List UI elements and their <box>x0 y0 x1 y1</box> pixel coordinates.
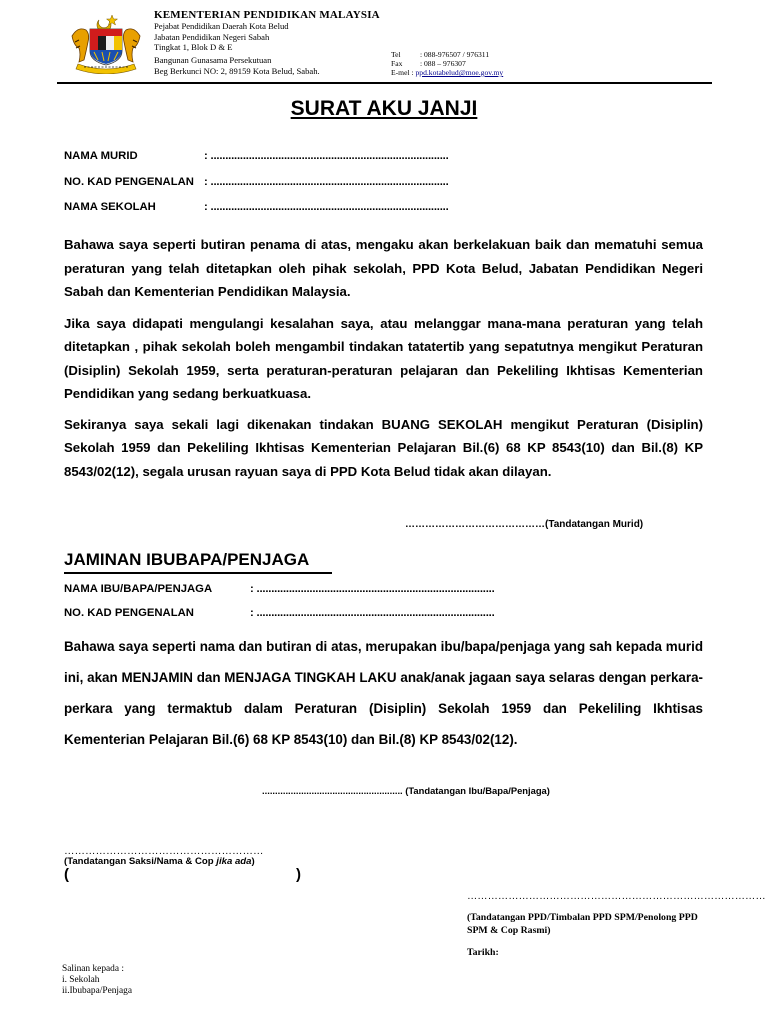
email-link[interactable]: ppd.kotabelud@moe.gov.my <box>415 68 504 77</box>
address-line: Jabatan Pendidikan Negeri Sabah <box>154 31 270 42</box>
student-ic-field[interactable]: : ................................................................................. <box>204 176 449 188</box>
school-name-field[interactable]: : ................................................................................. <box>204 201 449 213</box>
header-divider <box>57 82 712 84</box>
date-label: Tarikh: <box>467 947 499 958</box>
section-underline <box>64 572 332 574</box>
student-name-label: NAMA MURID <box>64 150 138 162</box>
guardian-signature-line[interactable]: ...................................................... (Tandatangan Ibu/Bapa/Penjaga) <box>262 785 550 796</box>
document-title: SURAT AKU JANJI <box>290 97 478 120</box>
contact-fax: Fax : 088 – 976307 <box>391 59 466 68</box>
witness-name-close-paren: ) <box>296 866 301 883</box>
guardian-section-title: JAMINAN IBUBAPA/PENJAGA <box>64 550 310 569</box>
contact-tel: Tel : 088-976507 / 976311 <box>391 50 490 59</box>
copies-label: Salinan kepada : <box>62 964 124 974</box>
witness-caption: (Tandatangan Saksi/Nama & Cop jika ada) <box>64 856 255 867</box>
student-ic-label: NO. KAD PENGENALAN <box>64 176 194 188</box>
copies-list <box>62 964 132 997</box>
witness-signature-line[interactable]: ………………………………………………… <box>64 845 264 857</box>
address-line: Bangunan Gunasama Persekutuan <box>154 55 272 65</box>
address-line: Tingkat 1, Blok D & E <box>154 42 233 52</box>
ppd-signature-caption: (Tandatangan PPD/Timbalan PPD SPM/Penolong PPD SPM & Cop Rasmi) <box>467 912 698 936</box>
guardian-name-label: NAMA IBU/BAPA/PENJAGA <box>64 583 213 595</box>
copy-item: ii.Ibubapa/Penjaga <box>62 986 133 996</box>
student-name-field[interactable]: : ................................................................................. <box>204 150 449 162</box>
school-name-label: NAMA SEKOLAH <box>64 201 156 213</box>
guardian-paragraph: Bahawa saya seperti nama dan butiran di atas, merupakan ibu/bapa/penjaga yang sah kepada murid ini, akan MENJAMIN dan MENJAGA TINGKAH LAKU anak/anak jagaan saya selaras dengan perkara-perkara yang termaktub dalam Peraturan (Disiplin) Sekolah 1959 dan Pekeliling Ikhtisas Kementerian Pelajaran Bil.(6) 68 KP 8543(10) dan Bil.(8) KP 8543/02(12). <box>64 639 703 747</box>
copy-item: i. Sekolah <box>62 975 100 985</box>
witness-name-open-paren: ( <box>64 866 69 883</box>
pledge-paragraph-2: Jika saya didapati mengulangi kesalahan saya, atau melanggar mana-mana peraturan yang telah ditetapkan , pihak sekolah boleh mengambil tindakan tatatertib yang sepatutnya mengikut Peraturan (Disiplin) Sekolah 1959, serta peraturan-peraturan pelajaran dan Pekeliling Ikhtisas Kementerian Pendidikan yang sedang berkuatkuasa. <box>64 316 703 401</box>
ppd-signature-line[interactable]: …………………………………………………………………………… <box>467 891 766 902</box>
pledge-paragraph-3: Sekiranya saya sekali lagi dikenakan tindakan BUANG SEKOLAH mengikut Peraturan (Disiplin) Sekolah 1959 dan Pekeliling Ikhtisas Kementerian Pelajaran Bil.(6) 68 KP 8543(10) dan Bil.(8) KP 8543/02(12), segala urusan rayuan saya di PPD Kota Belud tidak akan dilayan. <box>64 417 703 479</box>
ministry-name: KEMENTERIAN PENDIDIKAN MALAYSIA <box>154 9 380 21</box>
address-line: Beg Berkunci NO: 2, 89159 Kota Belud, Sabah. <box>154 66 320 76</box>
guardian-ic-label: NO. KAD PENGENALAN <box>64 607 194 619</box>
student-signature-line[interactable]: ……………………………………(Tandatangan Murid) <box>405 519 644 530</box>
address-line: Pejabat Pendidikan Daerah Kota Belud <box>154 21 289 31</box>
coat-of-arms-icon <box>66 12 146 74</box>
pledge-paragraph-1: Bahawa saya seperti butiran penama di atas, mengaku akan berkelakuan baik dan mematuhi semua peraturan yang telah ditetapkan oleh pihak sekolah, PPD Kota Belud, Jabatan Pendidikan Negeri Sabah dan Kementerian Pendidikan Malaysia. <box>64 237 703 299</box>
contact-email: E-mel : ppd.kotabelud@moe.gov.my <box>391 68 504 77</box>
guardian-name-field[interactable]: : ................................................................................. <box>250 583 495 595</box>
guardian-ic-field[interactable]: : ................................................................................. <box>250 607 495 619</box>
